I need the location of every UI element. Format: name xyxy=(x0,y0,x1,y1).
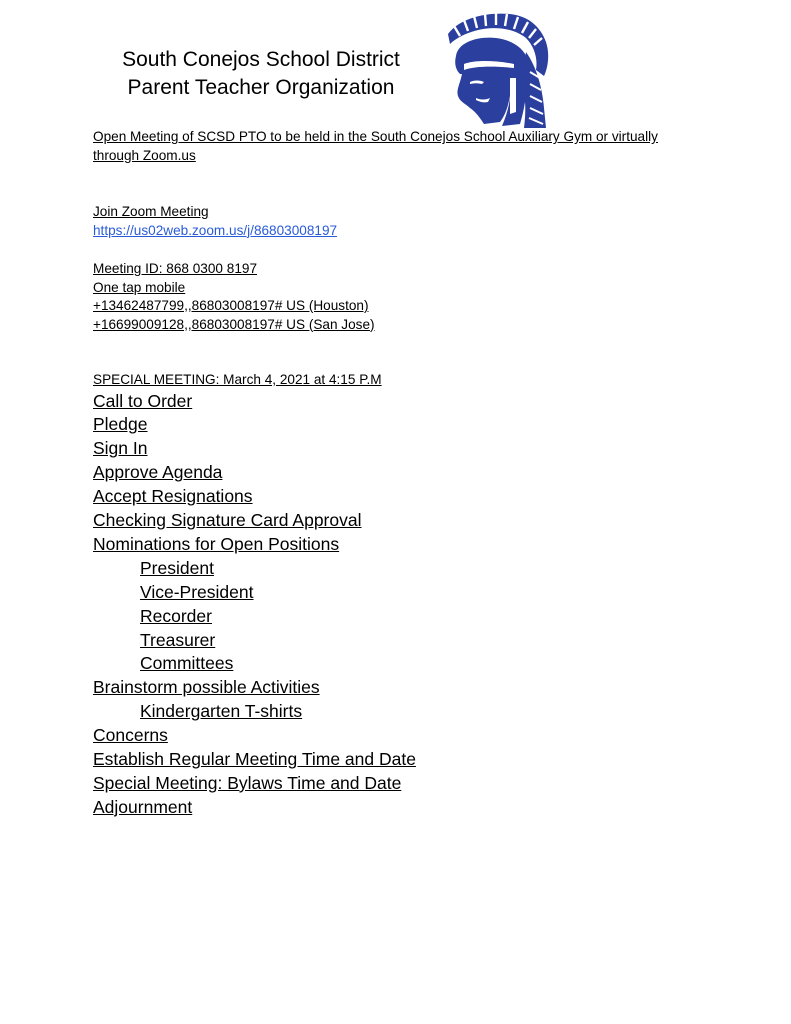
agenda-subitem-treasurer: Treasurer xyxy=(140,629,216,650)
agenda-item-adjournment: Adjournment xyxy=(93,796,193,817)
agenda-subitem-recorder: Recorder xyxy=(140,605,212,626)
notice-line-1: Open Meeting of SCSD PTO to be held in the South Conejos School Auxiliary Gym or virtually xyxy=(93,129,658,144)
notice-line-2: through Zoom.us xyxy=(93,147,196,163)
title-line-2: Parent Teacher Organization xyxy=(127,76,395,99)
agenda-subitem-committees: Committees xyxy=(140,653,234,674)
document-title xyxy=(96,46,426,102)
agenda-item-accept-resignations: Accept Resignations xyxy=(93,486,253,507)
agenda-item-signature-card: Checking Signature Card Approval xyxy=(93,510,362,531)
agenda-item-concerns: Concerns xyxy=(93,725,168,746)
agenda-item-bylaws-meeting: Special Meeting: Bylaws Time and Date xyxy=(93,773,402,793)
document-body xyxy=(93,128,713,820)
agenda-item-regular-meeting: Establish Regular Meeting Time and Date xyxy=(93,749,416,770)
agenda-item-sign-in: Sign In xyxy=(93,438,148,459)
agenda-subitem-president: President xyxy=(140,557,214,578)
agenda-subitem-vice-president: Vice-President xyxy=(140,581,254,602)
special-meeting-heading: SPECIAL MEETING: March 4, 2021 at 4:15 P.M xyxy=(93,372,382,387)
title-line-1: South Conejos School District xyxy=(122,48,400,71)
join-zoom-label: Join Zoom Meeting xyxy=(93,204,209,219)
agenda-item-pledge: Pledge xyxy=(93,414,148,435)
agenda-subitem-kindergarten-tshirts: Kindergarten T-shirts xyxy=(140,701,303,722)
agenda-item-nominations: Nominations for Open Positions xyxy=(93,533,340,554)
one-tap-label: One tap mobile xyxy=(93,279,186,295)
agenda-item-approve-agenda: Approve Agenda xyxy=(93,462,223,483)
zoom-meeting-link[interactable]: https://us02web.zoom.us/j/86803008197 xyxy=(93,222,338,238)
phone-houston: +13462487799,,86803008197# US (Houston) xyxy=(93,298,369,313)
agenda-item-brainstorm: Brainstorm possible Activities xyxy=(93,677,320,698)
agenda-item-call-to-order: Call to Order xyxy=(93,390,193,411)
agenda-list xyxy=(93,390,713,820)
phone-san-jose: +16699009128,,86803008197# US (San Jose) xyxy=(93,316,375,332)
spartan-helmet-icon xyxy=(440,12,552,130)
meeting-id: Meeting ID: 868 0300 8197 xyxy=(93,261,258,276)
